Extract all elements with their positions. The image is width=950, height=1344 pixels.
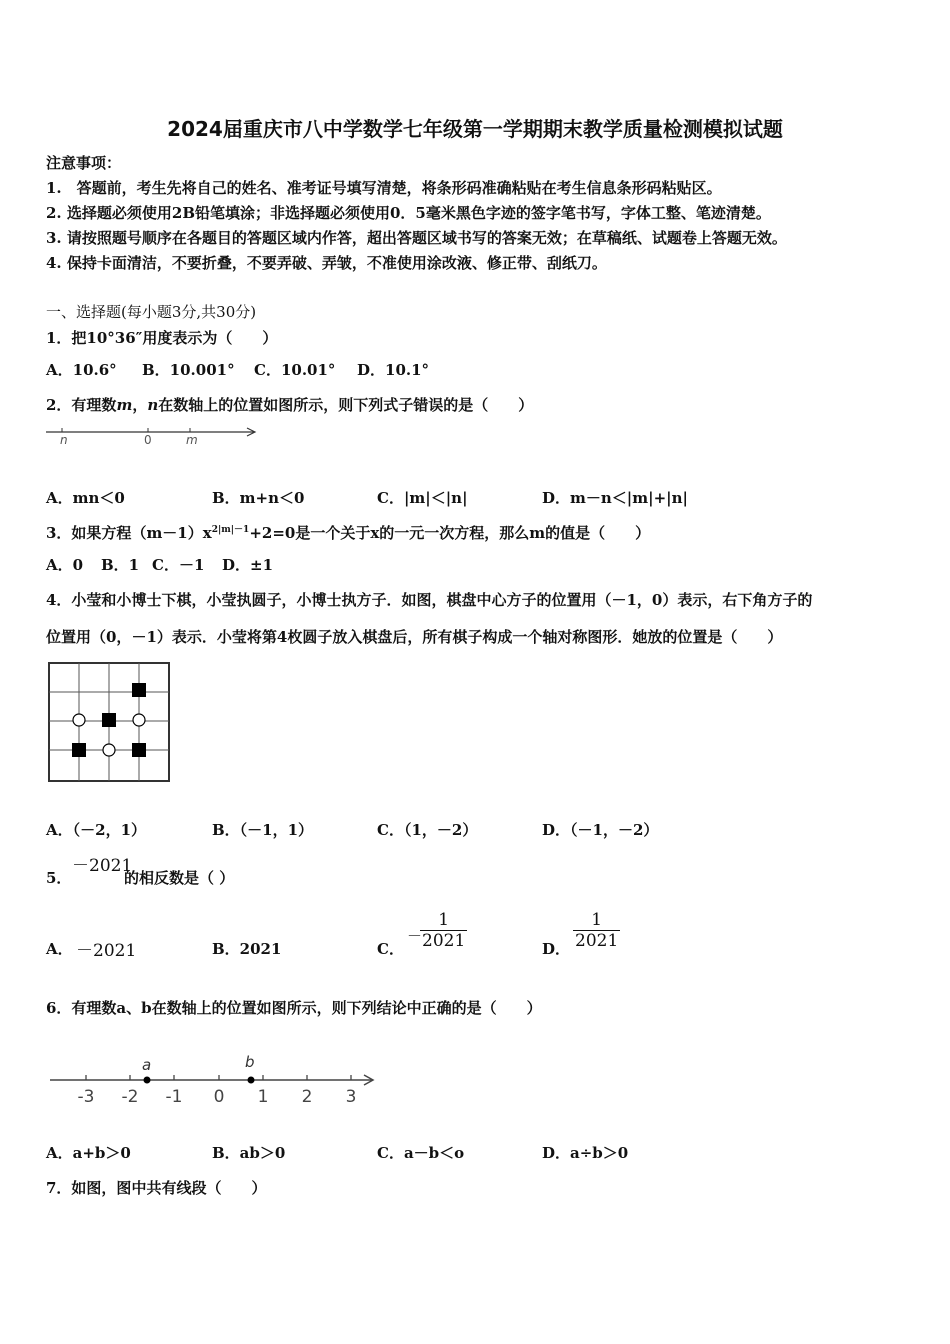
- q5-option-c-sign: －: [407, 927, 423, 945]
- q6-number-line: [46, 1050, 380, 1108]
- point-b-label: b: [245, 1053, 255, 1071]
- q3-exponent: 2|m|－1: [211, 525, 250, 535]
- q3-option-b: B．1: [101, 556, 140, 574]
- q2-stem-post: 在数轴上的位置如图所示，则下列式子错误的是（ ）: [158, 396, 534, 414]
- square-piece: [132, 743, 146, 757]
- q3-option-d: D．±1: [222, 556, 274, 574]
- question-1-stem: 1．把10°36″用度表示为（ ）: [46, 329, 278, 347]
- q5-option-d-fraction: [573, 910, 620, 951]
- q4-chessboard: [46, 660, 172, 784]
- q1-option-b: B．10.001°: [142, 361, 235, 379]
- q2-option-d: D．m－n＜|m|+|n|: [542, 489, 688, 507]
- q4-option-d: D．（－1，－2）: [542, 821, 659, 839]
- q2-option-b: B．m+n＜0: [212, 489, 305, 507]
- round-piece: [103, 744, 115, 756]
- square-piece: [72, 743, 86, 757]
- q2-option-c: C．|m|＜|n|: [377, 489, 468, 507]
- q2-option-a: A．mn＜0: [46, 489, 125, 507]
- section-heading: 一、选择题(每小题3分,共30分): [46, 303, 257, 321]
- q2-number-line: [42, 420, 264, 450]
- square-piece: [132, 683, 146, 697]
- q2-comma: ，: [132, 396, 148, 414]
- point-a: [144, 1077, 151, 1084]
- note-item: 3. 请按照题号顺序在各题目的答题区域内作答，超出答题区域书写的答案无效；在草稿纸、试题卷上答题无效。: [46, 229, 787, 247]
- question-5-number: 5．: [46, 869, 72, 887]
- q6-option-c: C．a－b＜o: [377, 1144, 465, 1162]
- tick-label: 3: [345, 1087, 357, 1107]
- axis-label-n: n: [60, 433, 68, 447]
- question-4-line1: 4．小莹和小博士下棋，小莹执圆子，小博士执方子．如图，棋盘中心方子的位置用（－1，0）表示，右下角方子的: [46, 591, 813, 609]
- fraction-denominator: 2021: [575, 931, 619, 951]
- fraction-numerator: 1: [420, 910, 467, 931]
- q2-stem-pre: 2．有理数: [46, 396, 117, 414]
- q3-stem-pre: 3．如果方程（m－1）x: [46, 524, 212, 542]
- q5-option-c-label: C．: [377, 940, 404, 958]
- q1-option-d: D．10.1°: [357, 361, 430, 379]
- q6-option-d: D．a÷b＞0: [542, 1144, 629, 1162]
- q2-var-m: m: [116, 396, 133, 414]
- question-6-stem: 6．有理数a、b在数轴上的位置如图所示，则下列结论中正确的是（ ）: [46, 999, 542, 1017]
- fraction-numerator: 1: [573, 910, 620, 931]
- q3-option-a: A．0: [46, 556, 84, 574]
- point-b: [248, 1077, 255, 1084]
- round-piece: [133, 714, 145, 726]
- q5-expression: －2021: [72, 856, 133, 876]
- q4-option-c: C．（1，－2）: [377, 821, 478, 839]
- q5-option-c-fraction: [420, 910, 467, 951]
- q4-option-b: B．（－1，1）: [212, 821, 314, 839]
- q2-var-n: n: [147, 396, 159, 414]
- q3-option-c: C．－1: [152, 556, 205, 574]
- note-item: 2. 选择题必须使用2B铅笔填涂；非选择题必须使用0．5毫米黑色字迹的签字笔书写，字体工整、笔迹清楚。: [46, 204, 771, 222]
- page-title: 2024届重庆市八中学数学七年级第一学期期末教学质量检测模拟试题: [167, 117, 783, 141]
- fraction-denominator: 2021: [422, 931, 466, 951]
- q3-stem-post: +2=0是一个关于x的一元一次方程，那么m的值是（ ）: [249, 524, 651, 542]
- q4-option-a: A．（－2，1）: [46, 821, 147, 839]
- q5-option-a-value: －2021: [76, 941, 137, 961]
- notes-heading: 注意事项：: [46, 154, 122, 172]
- question-4-line2: 位置用（0，－1）表示．小莹将第4枚圆子放入棋盘后，所有棋子构成一个轴对称图形．她放的位置是（ ）: [46, 628, 783, 646]
- tick-label: 1: [257, 1087, 269, 1107]
- note-item: 1. 答题前，考生先将自己的姓名、准考证号填写清楚，将条形码准确粘贴在考生信息条形码粘贴区。: [46, 179, 722, 197]
- q5-option-d-label: D．: [542, 940, 571, 958]
- tick-label: -2: [121, 1087, 139, 1107]
- round-piece: [73, 714, 85, 726]
- q5-option-a-label: A．: [46, 940, 73, 958]
- axis-label-m: m: [186, 433, 198, 447]
- note-item: 4. 保持卡面清洁，不要折叠，不要弄破、弄皱，不准使用涂改液、修正带、刮纸刀。: [46, 254, 607, 272]
- question-7-stem: 7．如图，图中共有线段（ ）: [46, 1179, 267, 1197]
- q5-stem-post: 的相反数是（ ）: [124, 869, 235, 887]
- square-piece: [102, 713, 116, 727]
- tick-label: -1: [165, 1087, 183, 1107]
- q1-option-c: C．10.01°: [254, 361, 336, 379]
- tick-label: 2: [301, 1087, 313, 1107]
- q6-option-b: B．ab＞0: [212, 1144, 286, 1162]
- q5-option-b: B．2021: [212, 940, 282, 958]
- q6-option-a: A．a+b＞0: [46, 1144, 131, 1162]
- question-2-stem: [46, 394, 533, 415]
- tick-label: 0: [213, 1087, 225, 1107]
- axis-label-0: 0: [144, 433, 152, 447]
- point-a-label: a: [142, 1056, 152, 1074]
- q1-option-a: A．10.6°: [46, 361, 117, 379]
- tick-label: -3: [77, 1087, 95, 1107]
- question-3-stem: [46, 522, 650, 543]
